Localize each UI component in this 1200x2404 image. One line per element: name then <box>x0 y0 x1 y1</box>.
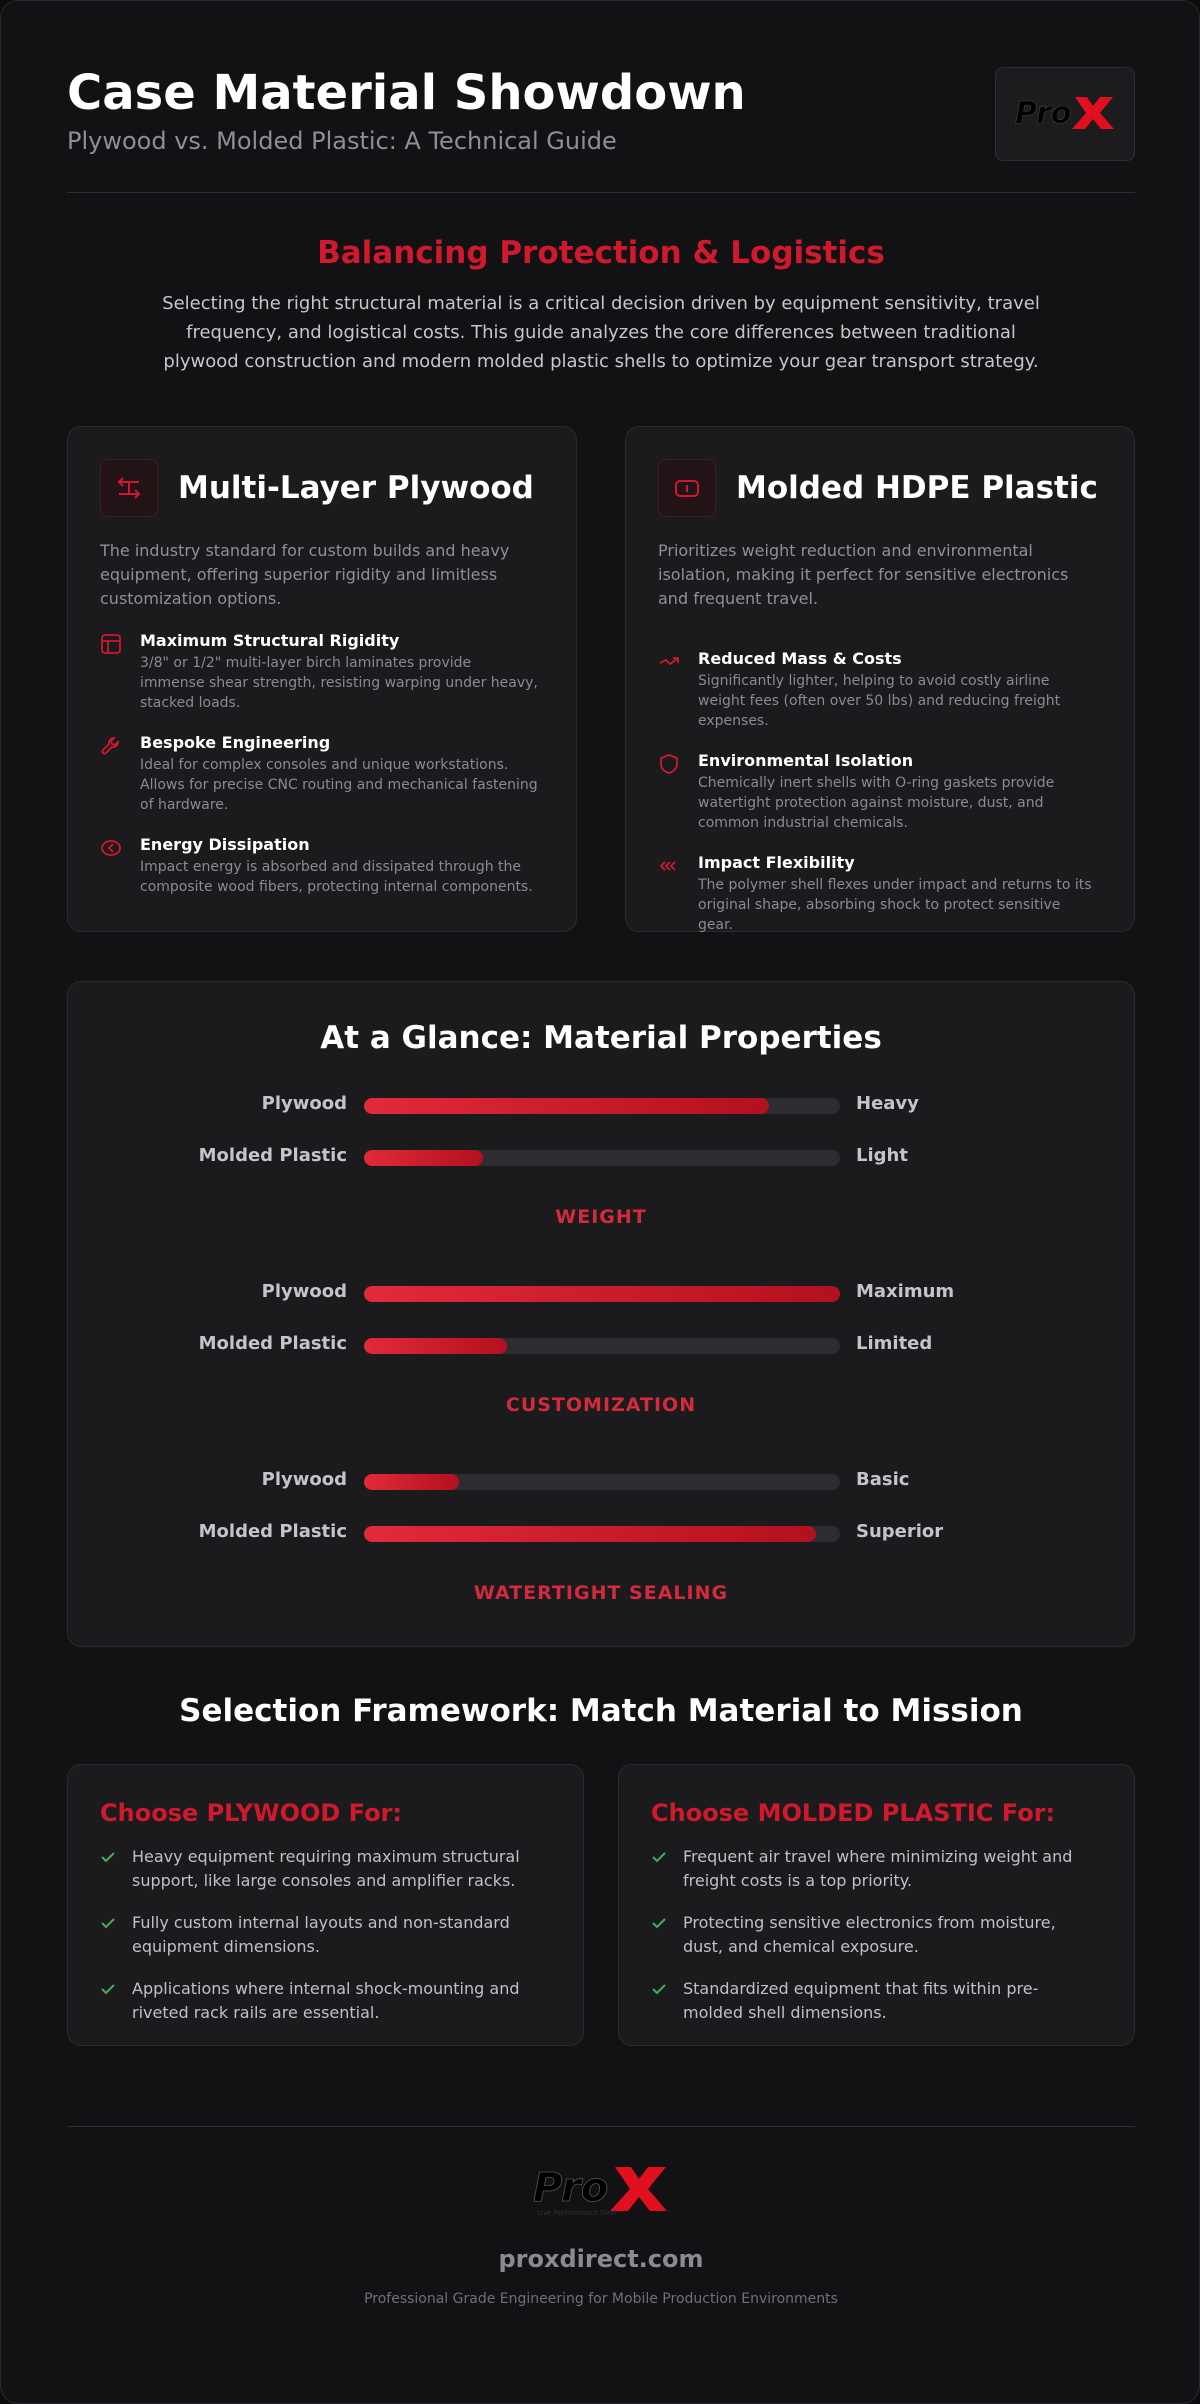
bar-row <box>68 1093 1134 1117</box>
bar-track <box>364 1098 840 1114</box>
bar-rating: Superior <box>856 1521 944 1542</box>
choose-plywood-card <box>67 1764 584 2046</box>
plywood-description: The industry standard for custom builds and heavy equipment, offering superior rigidity and limitless customization options. <box>100 541 510 608</box>
footer-url-link[interactable]: proxdirect.com <box>498 2245 704 2273</box>
divider <box>67 2126 1135 2127</box>
bar-label: Molded Plastic <box>198 1333 347 1354</box>
bar-track <box>364 1526 840 1542</box>
logo-tagline: Live Performance Gear <box>537 2209 618 2217</box>
bar-rating: Light <box>856 1145 908 1166</box>
brand-logo[interactable] <box>995 67 1135 161</box>
feature-text: Ideal for complex consoles and unique workstations. Allows for precise CNC routing and mechanical fastening of hardware. <box>140 757 538 813</box>
header <box>67 63 1135 193</box>
page-subtitle: Plywood vs. Molded Plastic: A Technical Guide <box>67 127 617 155</box>
plastic-card <box>625 426 1135 932</box>
svg-text:Pro: Pro <box>533 2165 609 2211</box>
list-item <box>651 1977 1102 2025</box>
bar-fill <box>364 1474 459 1490</box>
feature-title: Reduced Mass & Costs <box>698 649 902 668</box>
bar-fill <box>364 1150 483 1166</box>
feature-title: Impact Flexibility <box>698 853 855 872</box>
check-icon <box>100 1915 118 1959</box>
wrench-icon <box>100 735 126 815</box>
svg-text:Pro: Pro <box>1015 96 1072 131</box>
bar-fill <box>364 1526 816 1542</box>
intro-heading: Balancing Protection & Logistics <box>317 235 885 271</box>
bar-label: Molded Plastic <box>198 1521 347 1542</box>
logo-tagline: Live Performance Gear <box>1017 129 1080 135</box>
plywood-layers-icon <box>100 459 158 517</box>
list-item-text: Frequent air travel where minimizing weight and freight costs is a top priority. <box>683 1847 1073 1890</box>
metric-label: WATERTIGHT SEALING <box>473 1582 729 1604</box>
bar-row <box>68 1333 1134 1357</box>
list-item-text: Heavy equipment requiring maximum structural support, like large consoles and amplifier racks. <box>132 1847 520 1890</box>
list-item <box>651 1845 1102 1893</box>
feature-item <box>100 835 544 897</box>
bar-track <box>364 1474 840 1490</box>
divider <box>67 192 1135 193</box>
bar-label: Molded Plastic <box>198 1145 347 1166</box>
bar-rating: Maximum <box>856 1281 955 1302</box>
material-properties-panel <box>67 981 1135 1647</box>
check-icon <box>100 1849 118 1893</box>
bar-row <box>68 1281 1134 1305</box>
list-item <box>100 1977 551 2025</box>
footer-logo[interactable] <box>67 2161 1135 2217</box>
bar-fill <box>364 1338 507 1354</box>
flex-arrows-icon <box>658 855 684 935</box>
list-item-text: Applications where internal shock-mounting and riveted rack rails are essential. <box>132 1979 520 2022</box>
feature-title: Energy Dissipation <box>140 835 310 854</box>
check-icon <box>651 1849 669 1893</box>
choose-plastic-card <box>618 1764 1135 2046</box>
check-icon <box>651 1915 669 1959</box>
bar-fill <box>364 1286 840 1302</box>
feature-text: Significantly lighter, helping to avoid costly airline weight fees (often over 50 lbs) and reducing freight expenses. <box>698 673 1061 729</box>
intro-section <box>67 235 1135 376</box>
feature-text: Chemically inert shells with O-ring gaskets provide watertight protection against moisture, dust, and common industrial chemicals. <box>698 775 1055 831</box>
prox-logo-icon <box>531 2161 671 2217</box>
choose-plywood-title: Choose PLYWOOD For: <box>100 1799 403 1827</box>
bar-row <box>68 1521 1134 1545</box>
choose-plastic-title: Choose MOLDED PLASTIC For: <box>651 1799 1056 1827</box>
bar-track <box>364 1150 840 1166</box>
feature-item <box>100 631 544 713</box>
feature-item <box>100 733 544 815</box>
feature-title: Environmental Isolation <box>698 751 914 770</box>
plastic-title: Molded HDPE Plastic <box>736 470 1098 506</box>
bar-fill <box>364 1098 769 1114</box>
bar-rating: Limited <box>856 1333 933 1354</box>
feature-item <box>658 751 1102 833</box>
page-title: Case Material Showdown <box>67 65 746 121</box>
bar-track <box>364 1286 840 1302</box>
plywood-card <box>67 426 577 932</box>
plastic-description: Prioritizes weight reduction and environmental isolation, making it perfect for sensitive electronics and frequent travel. <box>658 541 1069 608</box>
feature-item <box>658 649 1102 731</box>
bar-row <box>68 1145 1134 1169</box>
bar-rating: Basic <box>856 1469 910 1490</box>
shield-icon <box>658 753 684 833</box>
glance-title: At a Glance: Material Properties <box>320 1020 882 1056</box>
list-item-text: Protecting sensitive electronics from moisture, dust, and chemical exposure. <box>683 1913 1056 1956</box>
framework-title: Selection Framework: Match Material to Mission <box>179 1693 1023 1729</box>
bar-track <box>364 1338 840 1354</box>
check-icon <box>651 1981 669 2025</box>
metric-label: CUSTOMIZATION <box>505 1394 697 1416</box>
footer <box>67 2161 1135 2307</box>
plywood-title: Multi-Layer Plywood <box>178 470 534 506</box>
feature-title: Bespoke Engineering <box>140 733 331 752</box>
list-item <box>100 1845 551 1893</box>
feature-text: 3/8" or 1/2" multi-layer birch laminates provide immense shear strength, resisting warping under heavy, stacked loads. <box>140 655 538 711</box>
dissipation-icon <box>100 837 126 897</box>
metric-label: WEIGHT <box>555 1206 647 1228</box>
bar-label: Plywood <box>261 1093 347 1114</box>
prox-logo-icon <box>1013 93 1117 135</box>
bar-rating: Heavy <box>856 1093 919 1114</box>
list-item <box>651 1911 1102 1959</box>
bar-label: Plywood <box>261 1281 347 1302</box>
footer-tagline: Professional Grade Engineering for Mobile Production Environments <box>364 2291 838 2307</box>
list-item <box>100 1911 551 1959</box>
feature-text: Impact energy is absorbed and dissipated through the composite wood fibers, protecting internal components. <box>140 859 533 895</box>
feature-title: Maximum Structural Rigidity <box>140 631 400 650</box>
feature-item <box>658 853 1102 935</box>
bar-label: Plywood <box>261 1469 347 1490</box>
list-item-text: Fully custom internal layouts and non-standard equipment dimensions. <box>132 1913 510 1956</box>
bar-row <box>68 1469 1134 1493</box>
list-item-text: Standardized equipment that fits within pre-molded shell dimensions. <box>683 1979 1039 2022</box>
panel-icon <box>100 633 126 713</box>
intro-body: Selecting the right structural material is a critical decision driven by equipment sensitivity, travel frequency, and logistical costs. This guide analyzes the core differences between traditional plywood construction and modern molded plastic shells to optimize your gear transport strategy. <box>162 293 1040 372</box>
plastic-shell-icon <box>658 459 716 517</box>
feature-text: The polymer shell flexes under impact and returns to its original shape, absorbing shock to protect sensitive gear. <box>698 877 1092 933</box>
check-icon <box>100 1981 118 2025</box>
weight-down-icon <box>658 651 684 731</box>
